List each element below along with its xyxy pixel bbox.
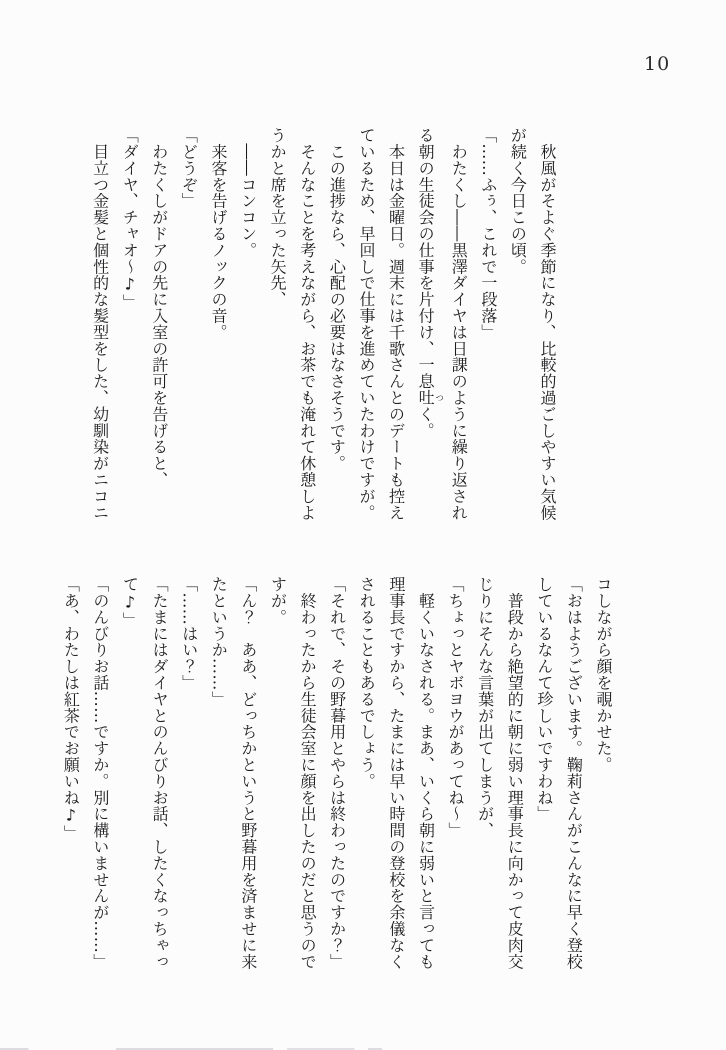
text-line: 「あ、わたしは紅茶でお願いね♪」 (61, 576, 81, 842)
text-line: この進捗なら、心配の必要はなさそうです。 (327, 127, 347, 472)
text-line: 「それで、その野暮用とやらは終わったのですか？」 (327, 576, 347, 970)
text-line: が続く今日この頃。 (508, 127, 528, 275)
text-block-upper (85, 127, 562, 527)
text-line: て♪」 (120, 576, 140, 629)
text-line: 「ダイヤ、チャオ～♪」 (120, 127, 140, 311)
text-line: る朝の生徒会の仕事を片付け、一息吐つく。 (416, 127, 444, 439)
text-line: しているなんて珍しいですわね」 (534, 576, 554, 822)
text-line: 「おはようございます。鞠莉さんがこんなに早く登校 (564, 576, 584, 970)
text-line: 「たまにはダイヤとのんびりお話、したくなっちゃっ (150, 576, 170, 970)
text-line: 「ちょっとヤボヨウがあってね～」 (446, 576, 466, 839)
text-line: 来客を告げるノックの音。 (208, 127, 228, 341)
text-line: 秋風がそよぐ季節になり、比較的過ごしやすい気候 (538, 127, 557, 521)
text-line: そんなことを考えながら、お茶でも淹れて休憩しよ (297, 127, 317, 521)
ruby-annotation: 吐つ (416, 389, 444, 406)
text-line: されることもあるでしょう。 (357, 576, 377, 790)
text-line: 「ん？ ああ、どっちかというと野暮用を済ませに来 (238, 576, 258, 970)
text-line: コしながら顔を覗かせた。 (594, 576, 613, 773)
text-line: 終わったから生徒会室に顔を出したのだと思うので (298, 576, 318, 970)
text-line: ――コンコン。 (238, 127, 258, 259)
page-number: 10 (644, 53, 671, 75)
text-block-lower (56, 576, 618, 978)
text-line: 目立つ金髪と個性的な髪型をした、幼馴染がニコニ (90, 127, 110, 521)
text-line: 理事長ですから、たまには早い時間の登校を余儀なく (386, 576, 406, 970)
text-line: 本日は金曜日。週末には千歌さんとのデートも控え (386, 127, 406, 521)
text-line: たというか……」 (209, 576, 229, 708)
text-line: 「……はい？」 (179, 576, 199, 691)
text-line: 軽くいなされる。まあ、いくら朝に弱いと言っても (416, 576, 436, 970)
text-line: わたくしがドアの先に入室の許可を告げると、 (149, 127, 169, 488)
text-line: わたくし――黒澤ダイヤは日課のように繰り返され (449, 127, 469, 521)
text-line: うかと席を立った矢先、 (268, 127, 288, 308)
text-line: すが。 (268, 576, 288, 626)
text-line: 「どうぞ」 (179, 127, 199, 209)
text-line: 「のんびりお話……ですか。別に構いませんが……」 (90, 576, 110, 970)
text-line: 普段から絶望的に朝に弱い理事長に向かって皮肉交 (505, 576, 525, 970)
text-line: じりにそんな言葉が出てしまうが、 (475, 576, 495, 839)
text-line: ているため、早回しで仕事を進めていたわけですが。 (356, 127, 376, 521)
text-line: 「……ふぅ、これで一段落」 (478, 127, 498, 341)
